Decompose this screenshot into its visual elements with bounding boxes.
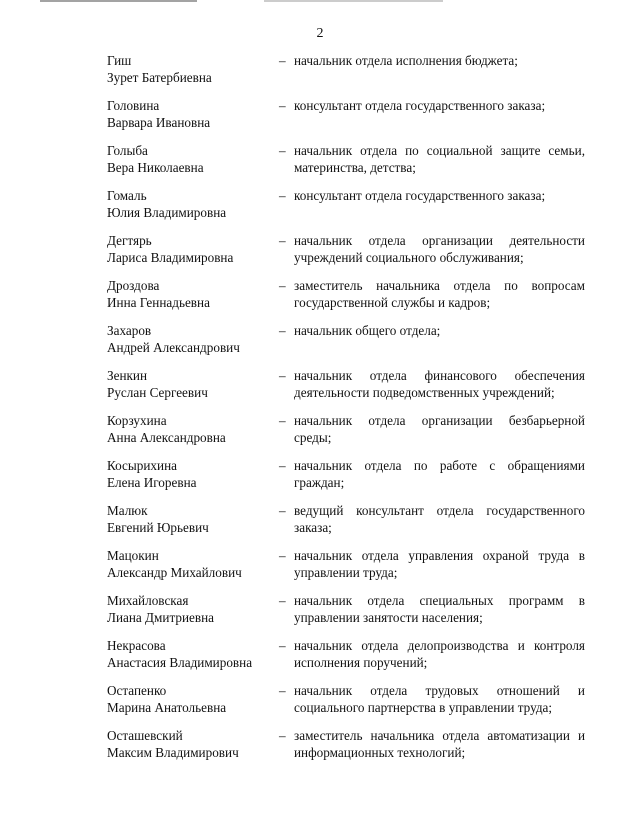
dash-separator: – (279, 368, 286, 383)
dash-separator: – (279, 278, 286, 293)
person-given-names: Зурет Батербиевна (107, 69, 212, 85)
person-position (279, 278, 585, 311)
position-text: ведущий консультант отдела государственного заказа; (294, 503, 585, 535)
person-name (107, 638, 279, 671)
person-position (279, 188, 585, 205)
person-position (279, 683, 585, 716)
staff-entry (107, 458, 585, 491)
staff-entry (107, 413, 585, 446)
person-position (279, 593, 585, 626)
person-position (279, 548, 585, 581)
person-name (107, 188, 279, 221)
person-surname: Мацокин (107, 548, 159, 563)
person-name (107, 728, 279, 761)
position-text: начальник отдела исполнения бюджета; (294, 53, 518, 68)
staff-entry (107, 98, 585, 131)
staff-entry (107, 278, 585, 311)
dash-separator: – (279, 683, 286, 698)
position-text: начальник отдела финансового обеспечения деятельности подведомственных учреждений; (294, 368, 585, 400)
position-text: начальник отдела специальных программ в управлении занятости населения; (294, 593, 585, 625)
staff-entry (107, 503, 585, 536)
page-number: 2 (316, 26, 324, 41)
dash-separator: – (279, 458, 286, 473)
dash-separator: – (279, 53, 286, 68)
position-text: начальник общего отдела; (294, 323, 441, 338)
position-text: начальник отдела трудовых отношений и социального партнерства в управлении труда; (294, 683, 585, 715)
dash-separator: – (279, 503, 286, 518)
person-given-names: Елена Игоревна (107, 474, 197, 490)
person-given-names: Анна Александровна (107, 429, 226, 445)
person-name (107, 683, 279, 716)
person-given-names: Максим Владимирович (107, 744, 239, 760)
person-name (107, 98, 279, 131)
person-name (107, 143, 279, 176)
person-surname: Осташевский (107, 728, 183, 743)
person-position (279, 728, 585, 761)
dash-separator: – (279, 638, 286, 653)
dash-separator: – (279, 323, 286, 338)
staff-entry (107, 593, 585, 626)
person-position (279, 233, 585, 266)
position-text: консультант отдела государственного заказа; (294, 188, 546, 203)
dash-separator: – (279, 233, 286, 248)
position-text: заместитель начальника отдела по вопросам государственной службы и кадров; (294, 278, 585, 310)
person-name (107, 278, 279, 311)
person-surname: Захаров (107, 323, 152, 338)
person-surname: Корзухина (107, 413, 167, 428)
staff-entry (107, 683, 585, 716)
person-given-names: Вера Николаевна (107, 159, 204, 175)
person-position (279, 98, 585, 115)
person-name (107, 368, 279, 401)
position-text: начальник отдела по работе с обращениями граждан; (294, 458, 585, 490)
dash-separator: – (279, 413, 286, 428)
person-surname: Остапенко (107, 683, 167, 698)
dash-separator: – (279, 188, 286, 203)
position-text: заместитель начальника отдела автоматизации и информационных технологий; (294, 728, 585, 760)
person-name (107, 548, 279, 581)
position-text: начальник отдела по социальной защите семьи, материнства, детства; (294, 143, 585, 175)
person-surname: Некрасова (107, 638, 166, 653)
person-given-names: Андрей Александрович (107, 339, 240, 355)
person-given-names: Юлия Владимировна (107, 204, 227, 220)
staff-entry (107, 638, 585, 671)
person-surname: Михайловская (107, 593, 189, 608)
position-text: начальник отдела управления охраной труда в управлении труда; (294, 548, 585, 580)
dash-separator: – (279, 593, 286, 608)
person-name (107, 458, 279, 491)
person-given-names: Лариса Владимировна (107, 249, 234, 265)
person-position (279, 143, 585, 176)
staff-entry (107, 143, 585, 176)
person-surname: Дроздова (107, 278, 160, 293)
person-name (107, 593, 279, 626)
person-given-names: Марина Анатольевна (107, 699, 227, 715)
person-given-names: Анастасия Владимировна (107, 654, 253, 670)
person-position (279, 413, 585, 446)
top-scan-rule (40, 0, 600, 2)
staff-entry (107, 323, 585, 356)
staff-entry (107, 233, 585, 266)
person-surname: Дегтярь (107, 233, 152, 248)
staff-entry (107, 368, 585, 401)
person-position (279, 53, 585, 70)
person-surname: Гомаль (107, 188, 147, 203)
dash-separator: – (279, 728, 286, 743)
person-given-names: Лиана Дмитриевна (107, 609, 215, 625)
person-name (107, 503, 279, 536)
person-given-names: Александр Михайлович (107, 564, 242, 580)
staff-entry (107, 728, 585, 761)
dash-separator: – (279, 98, 286, 113)
person-position (279, 638, 585, 671)
person-name (107, 413, 279, 446)
person-name (107, 233, 279, 266)
person-position (279, 368, 585, 401)
person-position (279, 503, 585, 536)
person-position (279, 323, 585, 340)
person-name (107, 323, 279, 356)
staff-entry (107, 548, 585, 581)
person-surname: Гиш (107, 53, 132, 68)
person-surname: Головина (107, 98, 160, 113)
person-name (107, 53, 279, 86)
person-position (279, 458, 585, 491)
person-surname: Зенкин (107, 368, 148, 383)
position-text: начальник отдела организации деятельности учреждений социального обслуживания; (294, 233, 585, 265)
staff-entry (107, 188, 585, 221)
person-surname: Косырихина (107, 458, 177, 473)
staff-entry (107, 53, 585, 86)
staff-list (107, 53, 585, 773)
position-text: начальник отдела организации безбарьерной среды; (294, 413, 585, 445)
person-given-names: Инна Геннадьевна (107, 294, 210, 310)
person-surname: Голыба (107, 143, 148, 158)
dash-separator: – (279, 143, 286, 158)
person-given-names: Евгений Юрьевич (107, 519, 209, 535)
position-text: начальник отдела делопроизводства и контроля исполнения поручений; (294, 638, 585, 670)
dash-separator: – (279, 548, 286, 563)
position-text: консультант отдела государственного заказа; (294, 98, 546, 113)
person-surname: Малюк (107, 503, 148, 518)
person-given-names: Варвара Ивановна (107, 114, 211, 130)
person-given-names: Руслан Сергеевич (107, 384, 208, 400)
